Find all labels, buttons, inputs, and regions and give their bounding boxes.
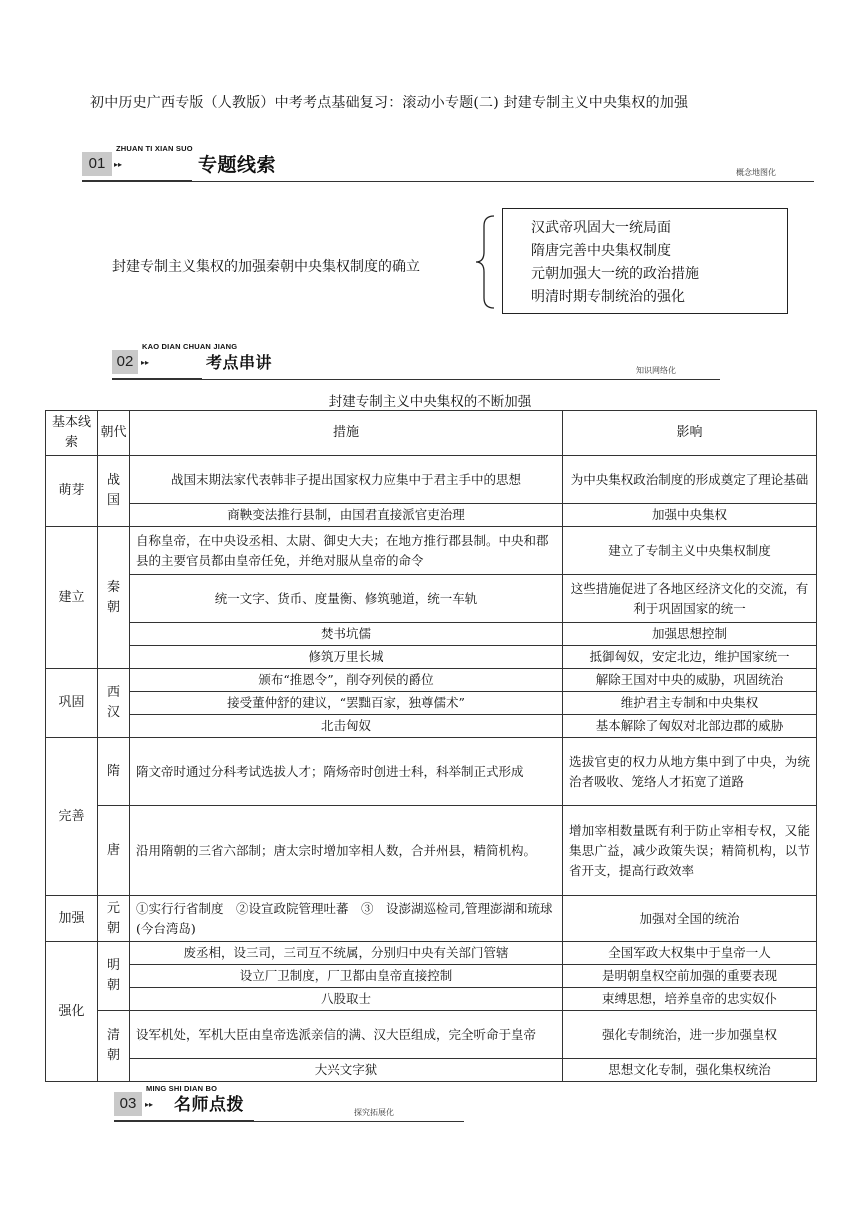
table-row — [46, 575, 817, 623]
dynasty-cell: 元朝 — [98, 896, 130, 942]
table-row — [46, 692, 817, 715]
impact-cell: 思想文化专制，强化集权统治 — [563, 1059, 817, 1082]
table-row — [46, 806, 817, 896]
section-header-1 — [82, 144, 814, 182]
measure-cell: 八股取士 — [130, 988, 563, 1011]
dynasty-cell: 西汉 — [98, 669, 130, 738]
impact-cell: 是明朝皇权空前加强的重要表现 — [563, 965, 817, 988]
measure-cell: 自称皇帝，在中央设丞相、太尉、御史大夫；在地方推行郡县制。中央和郡县的主要官员都由皇帝任免，并绝对服从皇帝的命令 — [130, 527, 563, 575]
concept-item: 隋唐完善中央集权制度 — [531, 243, 671, 259]
divider — [114, 1120, 254, 1122]
impact-cell: 加强思想控制 — [563, 623, 817, 646]
concept-item: 汉武帝巩固大一统局面 — [531, 220, 671, 236]
section-tag: ZHUAN TI XIAN SUO — [116, 144, 193, 153]
table-header-row — [46, 411, 817, 456]
dynasty-cell: 秦朝 — [98, 527, 130, 669]
impact-cell: 加强中央集权 — [563, 504, 817, 527]
impact-cell: 加强对全国的统治 — [563, 896, 817, 942]
section-subtitle: 概念地图化 — [736, 168, 776, 177]
table-row — [46, 623, 817, 646]
impact-cell: 解除王国对中央的威胁，巩固统治 — [563, 669, 817, 692]
table-row — [46, 1059, 817, 1082]
header-dynasty: 朝代 — [98, 411, 130, 456]
line-cell: 建立 — [46, 527, 98, 669]
document-title: 初中历史广西专版（人教版）中考考点基础复习：滚动小专题(二) 封建专制主义中央集权的加强 — [90, 95, 689, 111]
table-title: 封建专制主义中央集权的不断加强 — [328, 394, 532, 410]
dynasty-cell: 清朝 — [98, 1011, 130, 1082]
impact-cell: 全国军政大权集中于皇帝一人 — [563, 942, 817, 965]
centralization-table — [45, 410, 817, 1082]
measure-cell: 废丞相，设三司，三司互不统属，分别归中央有关部门管辖 — [130, 942, 563, 965]
dynasty-cell: 战国 — [98, 456, 130, 527]
section-subtitle: 探究拓展化 — [354, 1108, 394, 1117]
measure-cell: ①实行行省制度 ②设宣政院管理吐蕃 ③ 设澎湖巡检司,管理澎湖和琉球(今台湾岛) — [130, 896, 563, 942]
dynasty-cell: 明朝 — [98, 942, 130, 1011]
divider — [112, 378, 202, 380]
header-impact: 影响 — [563, 411, 817, 456]
line-cell: 强化 — [46, 942, 98, 1082]
section-number: 02 — [112, 350, 138, 374]
dynasty-cell: 唐 — [98, 806, 130, 896]
measure-cell: 隋文帝时通过分科考试选拔人才；隋炀帝时创进士科，科举制正式形成 — [130, 738, 563, 806]
section-number: 03 — [114, 1092, 142, 1116]
impact-cell: 抵御匈奴，安定北边，维护国家统一 — [563, 646, 817, 669]
section-subtitle: 知识网络化 — [636, 366, 676, 375]
header-measures: 措施 — [130, 411, 563, 456]
section-number: 01 — [82, 152, 112, 176]
line-cell: 萌芽 — [46, 456, 98, 527]
measure-cell: 修筑万里长城 — [130, 646, 563, 669]
section-tag: MING SHI DIAN BO — [146, 1084, 218, 1093]
concept-map-box — [502, 208, 788, 314]
impact-cell: 为中央集权政治制度的形成奠定了理论基础 — [563, 456, 817, 504]
table-row — [46, 988, 817, 1011]
measure-cell: 商鞅变法推行县制，由国君直接派官吏治理 — [130, 504, 563, 527]
table-row — [46, 646, 817, 669]
arrow-icon: ▸▸ — [141, 358, 150, 367]
divider — [202, 379, 720, 380]
table-row — [46, 1011, 817, 1059]
impact-cell: 束缚思想，培养皇帝的忠实奴仆 — [563, 988, 817, 1011]
line-cell: 完善 — [46, 738, 98, 896]
section-header-2 — [112, 342, 720, 380]
table-row — [46, 738, 817, 806]
brace-icon — [472, 214, 502, 310]
measure-cell: 战国末期法家代表韩非子提出国家权力应集中于君主手中的思想 — [130, 456, 563, 504]
header-line: 基本线索 — [46, 411, 98, 456]
table-row — [46, 669, 817, 692]
measure-cell: 设立厂卫制度，厂卫都由皇帝直接控制 — [130, 965, 563, 988]
measure-cell: 焚书坑儒 — [130, 623, 563, 646]
concept-item: 明清时期专制统治的强化 — [531, 289, 685, 305]
table-row — [46, 456, 817, 504]
impact-cell: 强化专制统治，进一步加强皇权 — [563, 1011, 817, 1059]
dynasty-cell: 隋 — [98, 738, 130, 806]
arrow-icon: ▸▸ — [145, 1100, 154, 1109]
impact-cell: 选拔官吏的权力从地方集中到了中央，为统治者吸收、笼络人才拓宽了道路 — [563, 738, 817, 806]
section-title: 专题线索 — [198, 154, 277, 176]
section-title: 名师点拨 — [174, 1095, 244, 1115]
divider — [192, 181, 814, 182]
impact-cell: 这些措施促进了各地区经济文化的交流，有利于巩固国家的统一 — [563, 575, 817, 623]
section-header-3 — [114, 1084, 464, 1122]
impact-cell: 维护君主专制和中央集权 — [563, 692, 817, 715]
table-row — [46, 715, 817, 738]
table-row — [46, 504, 817, 527]
measure-cell: 沿用隋朝的三省六部制；唐太宗时增加宰相人数，合并州县，精简机构。 — [130, 806, 563, 896]
measure-cell: 大兴文字狱 — [130, 1059, 563, 1082]
measure-cell: 颁布“推恩令”，削夺列侯的爵位 — [130, 669, 563, 692]
impact-cell: 建立了专制主义中央集权制度 — [563, 527, 817, 575]
table-row — [46, 896, 817, 942]
impact-cell: 基本解除了匈奴对北部边郡的威胁 — [563, 715, 817, 738]
divider — [82, 180, 192, 182]
table-row — [46, 527, 817, 575]
concept-item: 元朝加强大一统的政治措施 — [531, 266, 699, 282]
table-row — [46, 942, 817, 965]
impact-cell: 增加宰相数量既有利于防止宰相专权，又能集思广益，减少政策失误；精简机构，以节省开支，提高行政效率 — [563, 806, 817, 896]
section-tag: KAO DIAN CHUAN JIANG — [142, 342, 238, 351]
table-row — [46, 965, 817, 988]
measure-cell: 北击匈奴 — [130, 715, 563, 738]
measure-cell: 设军机处，军机大臣由皇帝选派亲信的满、汉大臣组成，完全听命于皇帝 — [130, 1011, 563, 1059]
section-title: 考点串讲 — [206, 353, 273, 372]
concept-map-root: 封建专制主义集权的加强秦朝中央集权制度的确立 — [112, 259, 420, 275]
measure-cell: 接受董仲舒的建议，“罢黜百家，独尊儒术” — [130, 692, 563, 715]
line-cell: 巩固 — [46, 669, 98, 738]
arrow-icon: ▸▸ — [114, 160, 123, 169]
measure-cell: 统一文字、货币、度量衡、修筑驰道，统一车轨 — [130, 575, 563, 623]
line-cell: 加强 — [46, 896, 98, 942]
divider — [254, 1121, 464, 1122]
